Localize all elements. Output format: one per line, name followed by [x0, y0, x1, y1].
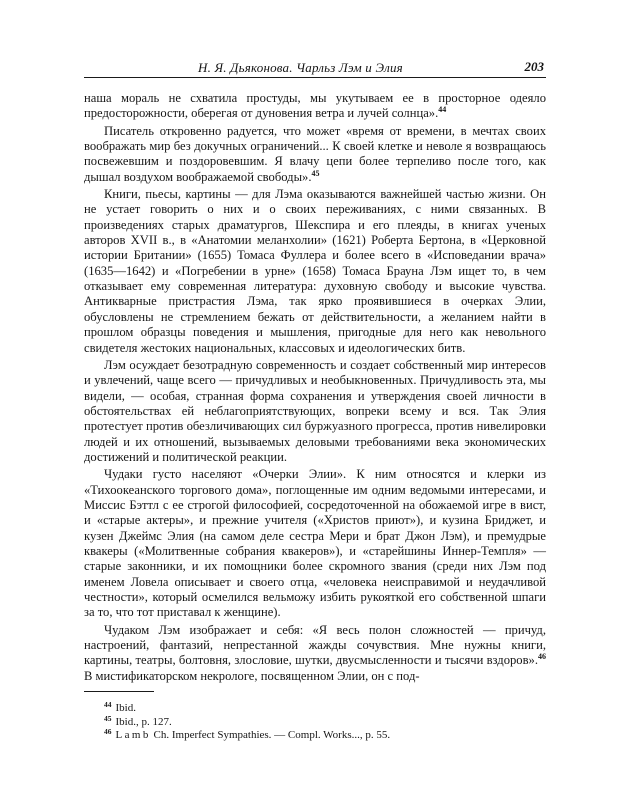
footnote-text: Ch. Imperfect Sympathies. — Compl. Works..., p. 55.: [150, 729, 391, 741]
paragraph-5: [84, 467, 546, 620]
footnote-text: Ibid.: [115, 702, 136, 714]
paragraph-text: Книги, пьесы, картины — для Лэма оказываются важнейшей частью жизни. Он не устает говорить о них и о своих переживаниях, с ними связанных. В произведениях старых драматургов, Шекспира и его плеяды, в книгах ученых авторов XVII в., в «Анатомии меланхолии» (1621) Роберта Бертона, в «Церковной истории Британии» (1655) Томаса Фуллера и более всего в «Исповедании врача» (1635—1642) и «Погребении в урне» (1658) Томаса Брауна Лэм ищет то, в чем отказывает ему современная литература: духовную свободу и высокие чувства. Антикварные пристрастия Лэма, так ярко проявившиеся в очерках Элии, обусловлены не стремлением бежать от действительности, а желанием найти в прошлом образцы поведения и мышления, пригодные для него как невольного свидетеля жестоких национальных, классовых и идеологических битв.: [84, 187, 546, 355]
paragraph-2: [84, 124, 546, 185]
running-title: Н. Я. Дьяконова. Чарльз Лэм и Элия: [198, 60, 403, 75]
footnote-number: 46: [104, 727, 112, 736]
footnote-45: [104, 713, 544, 730]
footnote-ref-46[interactable]: 46: [538, 652, 546, 662]
paragraph-6: [84, 623, 546, 684]
paragraph-text: Писатель откровенно радуется, что может «время от времени, в мечтах своих воображать мир без докучных ограничений... К своей клетке и неволе я возвращаюсь посвежевшим и поздоровевшим. Я влачу цепи более терпеливо после того, как дышал воздухом воображаемой свободы».: [84, 123, 546, 184]
paragraph-text: наша мораль не схватила простуды, мы укутываем ее в просторное одеяло предосторожности, оберегая от дуновения ветра и лучей солнца».: [84, 91, 546, 121]
footnotes: [104, 702, 544, 743]
main-text: [84, 91, 546, 686]
footnote-text: Ibid., p. 127.: [115, 715, 172, 728]
footnote-ref-44[interactable]: 44: [438, 105, 447, 115]
paragraph-text-tail: В мистификаторском некрологе, посвященном Элии, он с под-: [84, 668, 420, 683]
paragraph-text: Лэм осуждает безотрадную современность и создает собственный мир интересов и увлечений, чаще всего — причудливых и необыкновенных. Причудливость эта, мы видели, — особая, странная форма сохранения и утверждения своей личности в обстоятельствах ей неблагоприятствующих, вопреки всему и вся. Так Элия протестует против обезличивающих сил буржуазного прогресса, против нивелировки людей и их отношений, вызываемых деловыми требованиями века экономических достижений и политической реакции.: [84, 357, 546, 464]
footnote-separator: [84, 691, 154, 692]
footnote-46: [104, 729, 544, 743]
paragraph-3: [84, 187, 546, 356]
footnote-number: 45: [104, 713, 112, 723]
running-header: [84, 58, 546, 78]
paragraph-1: [84, 91, 546, 122]
paragraph-text: Чудаком Лэм изображает и себя: «Я весь полон сложностей — причуд, настроений, фантазий, непрестанной жажды сочувствия. Мне нужны книги, картины, театры, болтовня, злословие, шутки, двусмысленности и тысячи вздоров».: [84, 622, 546, 668]
page-number: 203: [524, 59, 544, 74]
footnote-ref-45[interactable]: 45: [311, 168, 320, 178]
footnote-44: [104, 702, 544, 716]
paragraph-4: [84, 358, 546, 465]
paragraph-text: Чудаки густо населяют «Очерки Элии». К ним относятся и клерки из «Тихоокеанского торгового дома», поглощенные им одним ведомыми интересами, и Миссис Бэттл с ее строгой философией, сосредоточенной на обожаемой игре в вист, и «старые актеры», и прежние учителя («Христов приют»), и кузина Бриджет, и кузен Джеймс Элия (на самом деле сестра Мери и брат Джон Лэм), и премудрые квакеры («Молитвенные собрания квакеров»), и «старейшины Иннер-Темпля» — старые законники, и их помощники более скромного звания (среди них Лэм под именем Ловела описывает и своего отца, «человека неисправимой и неудачливой честности», который осмелился вельможу избить рукояткой его собственной шпаги за то, что тот приставал к женщине).: [84, 467, 546, 620]
footnote-number: 44: [104, 700, 112, 709]
footnote-author: Lamb: [115, 729, 151, 741]
header-rule: [84, 77, 546, 78]
